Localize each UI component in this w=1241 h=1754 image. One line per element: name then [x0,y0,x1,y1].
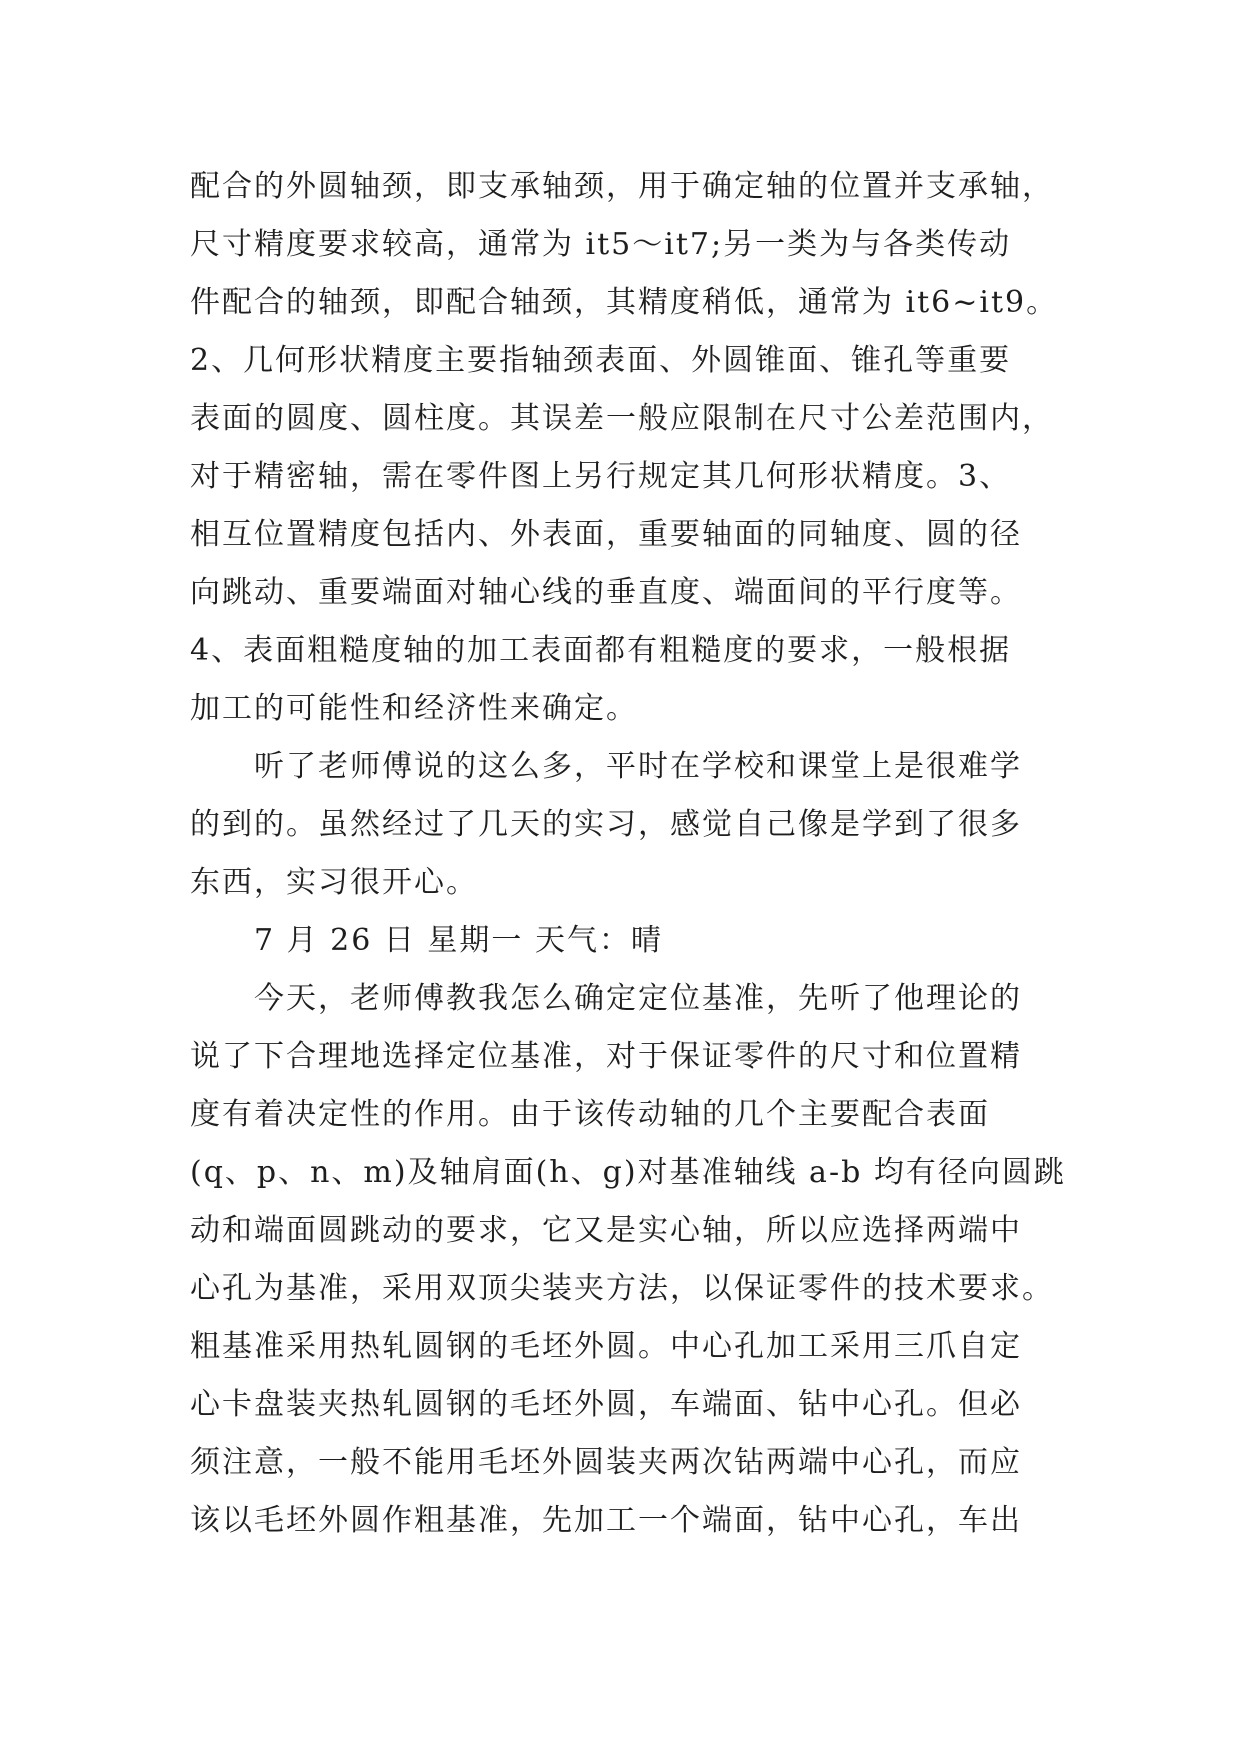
text-line: 心卡盘装夹热轧圆钢的毛坯外圆，车端面、钻中心孔。但必 [190,1387,1022,1422]
text-line: 对于精密轴，需在零件图上另行规定其几何形状精度。3、 [190,459,1012,494]
text-line: 动和端面圆跳动的要求，它又是实心轴，所以应选择两端中 [190,1213,1022,1248]
text-line: 尺寸精度要求较高，通常为 it5～it7;另一类为与各类传动 [190,227,1012,262]
text-line: 东西，实习很开心。 [190,865,478,900]
text-line: 该以毛坯外圆作粗基准，先加工一个端面，钻中心孔，车出 [190,1503,1022,1538]
text-line: 须注意，一般不能用毛坯外圆装夹两次钻两端中心孔，而应 [190,1445,1022,1480]
date-heading: 7 月 26 日 星期一 天气：晴 [254,923,663,958]
text-line: 听了老师傅说的这么多，平时在学校和课堂上是很难学 [254,749,1022,784]
text-line: 粗基准采用热轧圆钢的毛坯外圆。中心孔加工采用三爪自定 [190,1329,1022,1364]
text-line: 说了下合理地选择定位基准，对于保证零件的尺寸和位置精 [190,1039,1022,1074]
text-line: 件配合的轴颈，即配合轴颈，其精度稍低，通常为 it6~it9。 [190,285,1059,320]
text-line: 4、表面粗糙度轴的加工表面都有粗糙度的要求，一般根据 [190,633,1012,668]
text-line: 今天，老师傅教我怎么确定定位基准，先听了他理论的 [254,981,1022,1016]
text-line: 表面的圆度、圆柱度。其误差一般应限制在尺寸公差范围内， [190,401,1054,436]
text-line: 度有着决定性的作用。由于该传动轴的几个主要配合表面 [190,1097,990,1132]
text-line: 加工的可能性和经济性来确定。 [190,691,638,726]
text-line: 向跳动、重要端面对轴心线的垂直度、端面间的平行度等。 [190,575,1022,610]
text-line: 2、几何形状精度主要指轴颈表面、外圆锥面、锥孔等重要 [190,343,1012,378]
text-line: 的到的。虽然经过了几天的实习，感觉自己像是学到了很多 [190,807,1022,842]
text-line: 心孔为基准，采用双顶尖装夹方法，以保证零件的技术要求。 [190,1271,1054,1306]
text-line: (q、p、n、m)及轴肩面(h、g)对基准轴线 a-b 均有径向圆跳 [190,1155,1066,1190]
text-line: 相互位置精度包括内、外表面，重要轴面的同轴度、圆的径 [190,517,1022,552]
text-line: 配合的外圆轴颈，即支承轴颈，用于确定轴的位置并支承轴， [190,169,1054,204]
document-page [190,158,1090,1550]
